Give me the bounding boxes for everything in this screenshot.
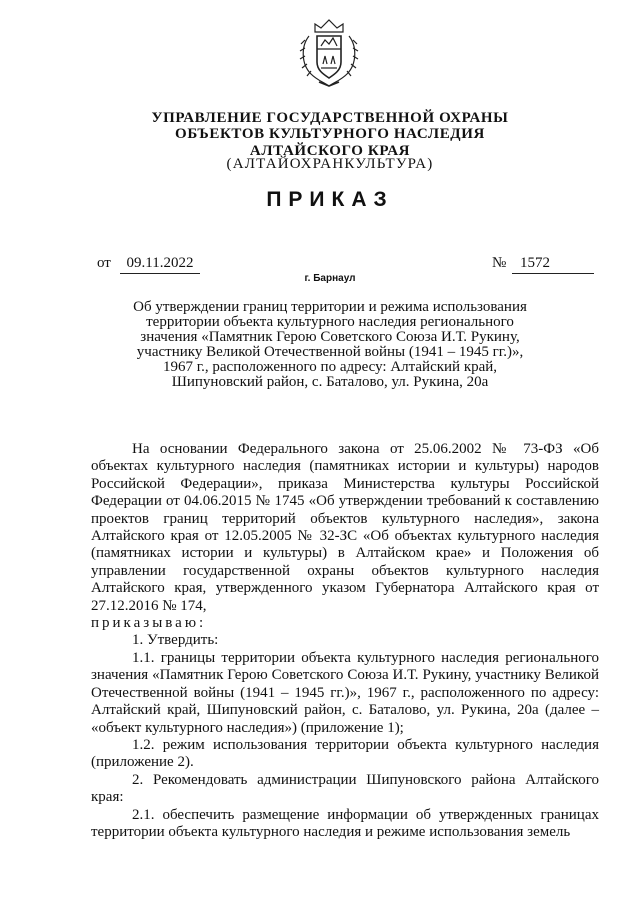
order-word: приказываю: xyxy=(91,615,207,632)
clause-1-2: 1.2. режим использования территории объекта культурного наследия (приложение 2). xyxy=(91,736,599,771)
clause-1: 1. Утвердить: xyxy=(132,632,219,649)
document-type-title: ПРИКАЗ xyxy=(266,188,394,211)
number-label: № xyxy=(492,255,507,271)
order-date: 09.11.2022 xyxy=(120,255,200,274)
org-short-name: (АЛТАЙОХРАНКУЛЬТУРА) xyxy=(226,156,434,172)
clause-1-1: 1.1. границы территории объекта культурного наследия регионального значения «Памятник Герою Советского Союза И.Т. Рукину, участнику Великой Отечественной войны (1941 – 1945 гг.)», 1967 г., расположенного по адресу: Алтайский край, Шипуновский район, с. Баталово, ул. Рукина, 20а (далее – «объект культурного наследия») (приложение 1); xyxy=(91,649,599,736)
date-label: от xyxy=(97,255,111,271)
order-body xyxy=(91,441,599,841)
order-subject: Об утверждении границ территории и режима использования территории объекта культурного наследия регионального значения «Памятник Герою Советского Союза И.Т. Рукину, участнику Великой Отечественной войны (1941 – 1945 гг.)», 1967 г., расположенного по адресу: Алтайский край, Шипуновский район, с. Баталово, ул. Рукина, 20а xyxy=(133,299,527,390)
preamble-paragraph: На основании Федерального закона от 25.06.2002 № 73-ФЗ «Об объектах культурного наследия (памятниках истории и культуры) народов Российской Федерации», приказа Министерства культуры Российской Федерации от 04.06.2015 № 1745 «Об утверждении требований к составлению проектов границ территорий объектов культурного наследия», закона Алтайского края от 12.05.2005 № 32-ЗС «Об объектах культурного наследия (памятниках истории и культуры) в Алтайском крае» и Положения об управлении государственной охраны объектов культурного наследия Алтайского края, утвержденного указом Губернатора Алтайского края от 27.12.2016 № 174, xyxy=(91,441,599,614)
clause-2-1: 2.1. обеспечить размещение информации об утвержденных границах территории объекта культурного наследия и режиме использования земель xyxy=(91,806,599,840)
clause-2: 2. Рекомендовать администрации Шипуновского района Алтайского края: xyxy=(91,771,599,806)
org-name-line-1: УПРАВЛЕНИЕ ГОСУДАРСТВЕННОЙ ОХРАНЫ xyxy=(151,110,509,126)
city-name: г. Барнаул xyxy=(304,273,356,284)
altai-krai-coat-of-arms-icon xyxy=(297,16,361,90)
order-number: 1572 xyxy=(512,255,594,274)
org-name-line-2: ОБЪЕКТОВ КУЛЬТУРНОГО НАСЛЕДИЯ xyxy=(175,126,485,142)
org-name-line-3: АЛТАЙСКОГО КРАЯ xyxy=(249,143,411,159)
